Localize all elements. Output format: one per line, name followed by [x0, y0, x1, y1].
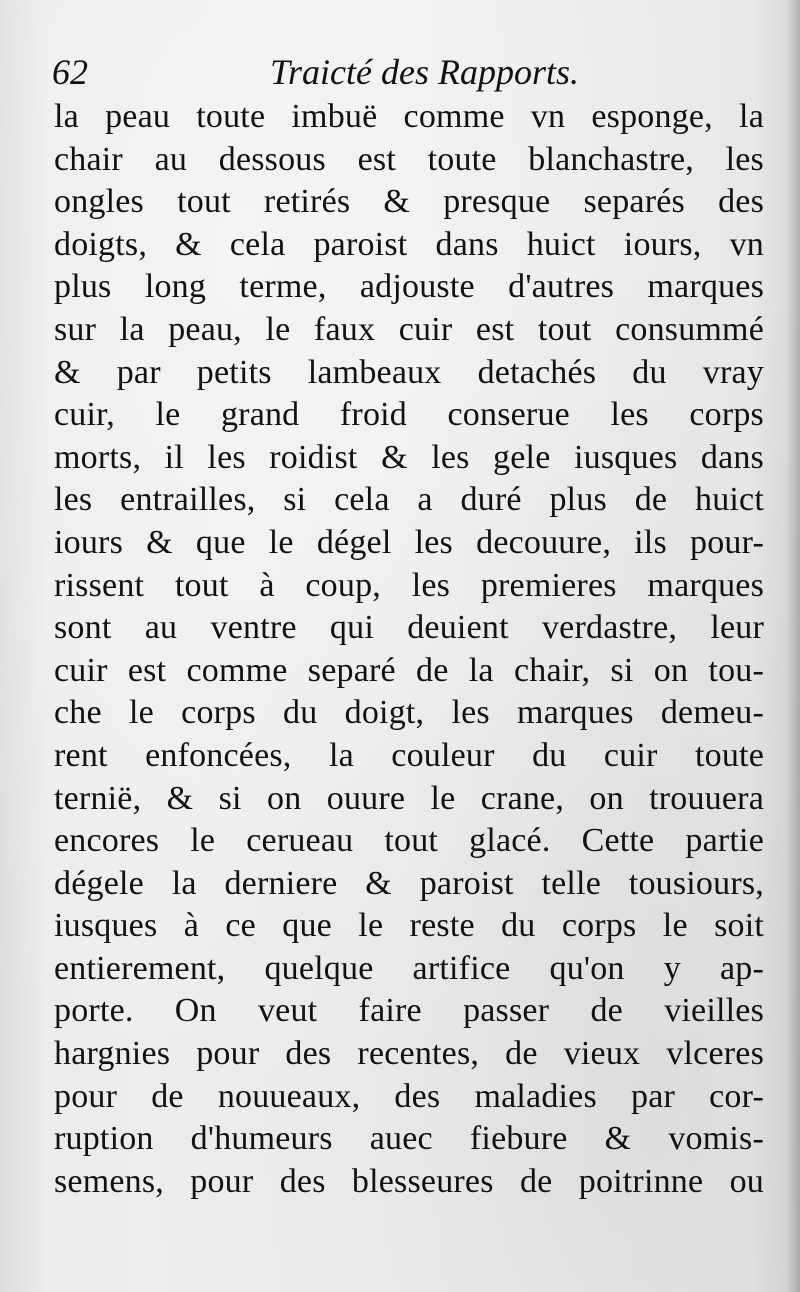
page-header: [52, 48, 752, 96]
text-line: porte. On veut faire passer de vieilles: [54, 992, 764, 1030]
text-line: hargnies pour des recentes, de vieux vlceres: [54, 1035, 764, 1073]
text-line: dégele la derniere & paroist telle tousiours,: [54, 864, 764, 902]
text-line: cuir, le grand froid conserue les corps: [54, 396, 764, 434]
page-edge-shadow: [786, 0, 800, 1292]
text-line: encores le cerueau tout glacé. Cette partie: [54, 822, 764, 860]
text-line: rissent tout à coup, les premieres marques: [54, 566, 764, 604]
text-line: sont au ventre qui deuient verdastre, leur: [54, 609, 764, 647]
text-line: cuir est comme separé de la chair, si on tou-: [54, 651, 764, 689]
text-line: & par petits lambeaux detachés du vray: [54, 353, 764, 391]
body-text: [54, 96, 764, 1203]
text-line: la peau toute imbuë comme vn esponge, la: [54, 98, 764, 135]
text-line: ongles tout retirés & presque separés des: [54, 183, 764, 221]
text-line: pour de nouueaux, des maladies par cor-: [54, 1077, 764, 1115]
text-line: iours & que le dégel les decouure, ils pour-: [54, 523, 764, 561]
text-line: ruption d'humeurs auec fiebure & vomis-: [54, 1120, 764, 1158]
text-line: doigts, & cela paroist dans huict iours, vn: [54, 225, 764, 263]
text-line: plus long terme, adjouste d'autres marques: [54, 268, 764, 306]
text-line: ternië, & si on ouure le crane, on trouuera: [54, 779, 764, 817]
text-line: chair au dessous est toute blanchastre, les: [54, 140, 764, 178]
text-line: entierement, quelque artifice qu'on y ap-: [54, 949, 764, 987]
text-line: les entrailles, si cela a duré plus de huict: [54, 481, 764, 519]
text-line: iusques à ce que le reste du corps le soit: [54, 907, 764, 945]
page-number: 62: [52, 52, 88, 92]
text-line: morts, il les roidist & les gele iusques dans: [54, 438, 764, 476]
text-line: che le corps du doigt, les marques demeu-: [54, 694, 764, 732]
text-line: sur la peau, le faux cuir est tout consummé: [54, 310, 764, 348]
running-title: Traicté des Rapports.: [270, 52, 580, 92]
text-line: rent enfoncées, la couleur du cuir toute: [54, 736, 764, 774]
text-line: semens, pour des blesseures de poitrinne ou: [54, 1162, 764, 1200]
